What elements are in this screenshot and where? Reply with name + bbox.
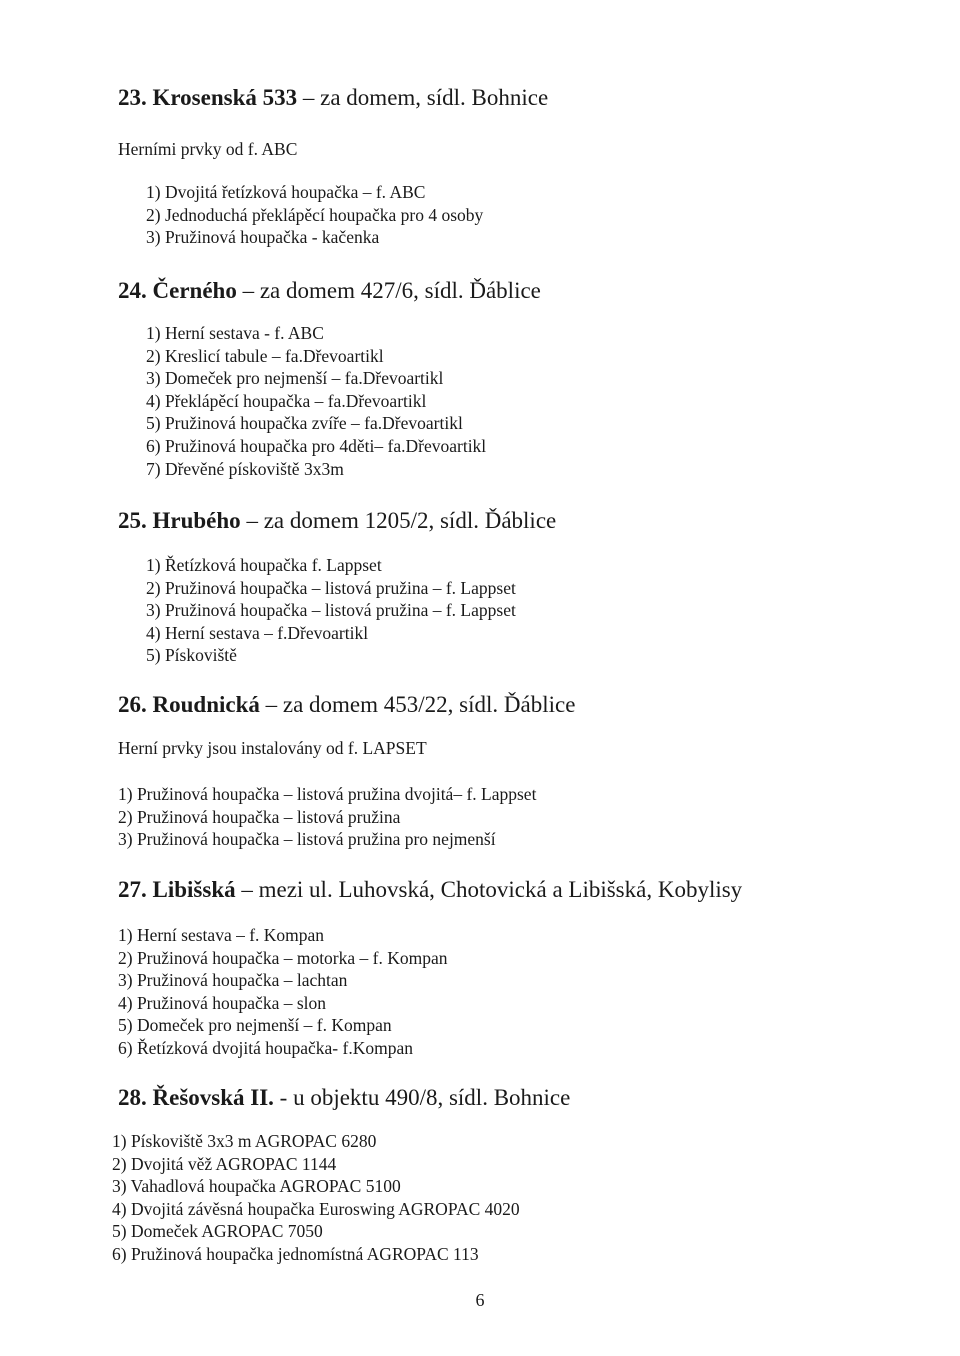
section-number: 27.: [118, 877, 147, 902]
list-item: 1) Pískoviště 3x3 m AGROPAC 6280: [112, 1131, 377, 1151]
list-item: 3) Domeček pro nejmenší – fa.Dřevoartikl: [146, 368, 444, 389]
list-item: 1) Dvojitá řetízková houpačka – f. ABC: [146, 182, 426, 202]
section-title: Roudnická: [152, 692, 260, 717]
section-number: 26.: [118, 692, 147, 717]
section-heading-28: [118, 1086, 570, 1109]
section-location: – za domem 1205/2, sídl. Ďáblice: [240, 508, 557, 533]
section-number: 28.: [118, 1085, 147, 1110]
list-item: 5) Pískoviště: [146, 645, 237, 666]
list-item: 3) Pružinová houpačka – listová pružina pro nejmenší: [118, 829, 496, 850]
list-item: 4) Překlápěcí houpačka – fa.Dřevoartikl: [146, 390, 427, 411]
list-item: 3) Pružinová houpačka - kačenka: [146, 227, 380, 248]
section-number: 24.: [118, 278, 147, 303]
section-heading-23: [118, 86, 548, 109]
section-heading-25: [118, 509, 556, 532]
section-location: – za domem 453/22, sídl. Ďáblice: [259, 692, 576, 717]
section-heading-24: [118, 279, 541, 302]
list-item: 1) Herní sestava - f. ABC: [146, 323, 324, 343]
item-list-24: [146, 322, 486, 480]
list-item: 3) Vahadlová houpačka AGROPAC 5100: [112, 1176, 401, 1197]
list-item: 2) Pružinová houpačka – listová pružina – f. Lappset: [146, 577, 516, 598]
list-item: 6) Řetízková dvojitá houpačka- f.Kompan: [118, 1037, 413, 1058]
list-item: 2) Jednoduchá překlápěcí houpačka pro 4 osoby: [146, 204, 484, 225]
section-location: – mezi ul. Luhovská, Chotovická a Libišská, Kobylisy: [235, 877, 743, 902]
section-number: 23.: [118, 85, 147, 110]
list-item: 5) Domeček AGROPAC 7050: [112, 1221, 323, 1242]
list-item: 6) Pružinová houpačka jednomístná AGROPAC 113: [112, 1243, 479, 1264]
list-item: 5) Pružinová houpačka zvíře – fa.Dřevoartikl: [146, 413, 463, 434]
section-title: Libišská: [152, 877, 236, 902]
section-heading-27: [118, 878, 742, 901]
section-intro-26: Herní prvky jsou instalovány od f. LAPSET: [118, 738, 427, 758]
list-item: 3) Pružinová houpačka – lachtan: [118, 970, 348, 991]
list-item: 5) Domeček pro nejmenší – f. Kompan: [118, 1015, 392, 1036]
item-list-26: [118, 783, 536, 851]
section-title: Černého: [152, 278, 237, 303]
list-item: 1) Pružinová houpačka – listová pružina dvojitá– f. Lappset: [118, 784, 537, 804]
item-list-28: [112, 1130, 520, 1266]
list-item: 4) Dvojitá závěsná houpačka Euroswing AGROPAC 4020: [112, 1198, 520, 1219]
section-location: – za domem 427/6, sídl. Ďáblice: [236, 278, 541, 303]
page-number: 6: [475, 1290, 485, 1310]
item-list-23: [146, 181, 483, 249]
item-list-25: [146, 554, 516, 667]
list-item: 3) Pružinová houpačka – listová pružina – f. Lappset: [146, 600, 516, 621]
item-list-27: [118, 924, 448, 1060]
section-location: - u objektu 490/8, sídl. Bohnice: [273, 1085, 571, 1110]
list-item: 2) Dvojitá věž AGROPAC 1144: [112, 1153, 337, 1174]
list-item: 2) Kreslicí tabule – fa.Dřevoartikl: [146, 345, 384, 366]
list-item: 2) Pružinová houpačka – listová pružina: [118, 806, 401, 827]
list-item: 1) Řetízková houpačka f. Lappset: [146, 555, 382, 575]
section-location: – za domem, sídl. Bohnice: [297, 85, 549, 110]
section-title: Řešovská II.: [152, 1085, 274, 1110]
list-item: 4) Herní sestava – f.Dřevoartikl: [146, 622, 369, 643]
section-number: 25.: [118, 508, 147, 533]
section-intro-23: Herními prvky od f. ABC: [118, 139, 298, 159]
list-item: 1) Herní sestava – f. Kompan: [118, 925, 325, 945]
list-item: 2) Pružinová houpačka – motorka – f. Kompan: [118, 947, 448, 968]
section-title: Hrubého: [152, 508, 241, 533]
section-title: Krosenská 533: [152, 85, 298, 110]
list-item: 7) Dřevěné pískoviště 3x3m: [146, 458, 344, 479]
section-heading-26: [118, 693, 575, 716]
list-item: 4) Pružinová houpačka – slon: [118, 992, 327, 1013]
list-item: 6) Pružinová houpačka pro 4děti– fa.Dřevoartikl: [146, 435, 487, 456]
